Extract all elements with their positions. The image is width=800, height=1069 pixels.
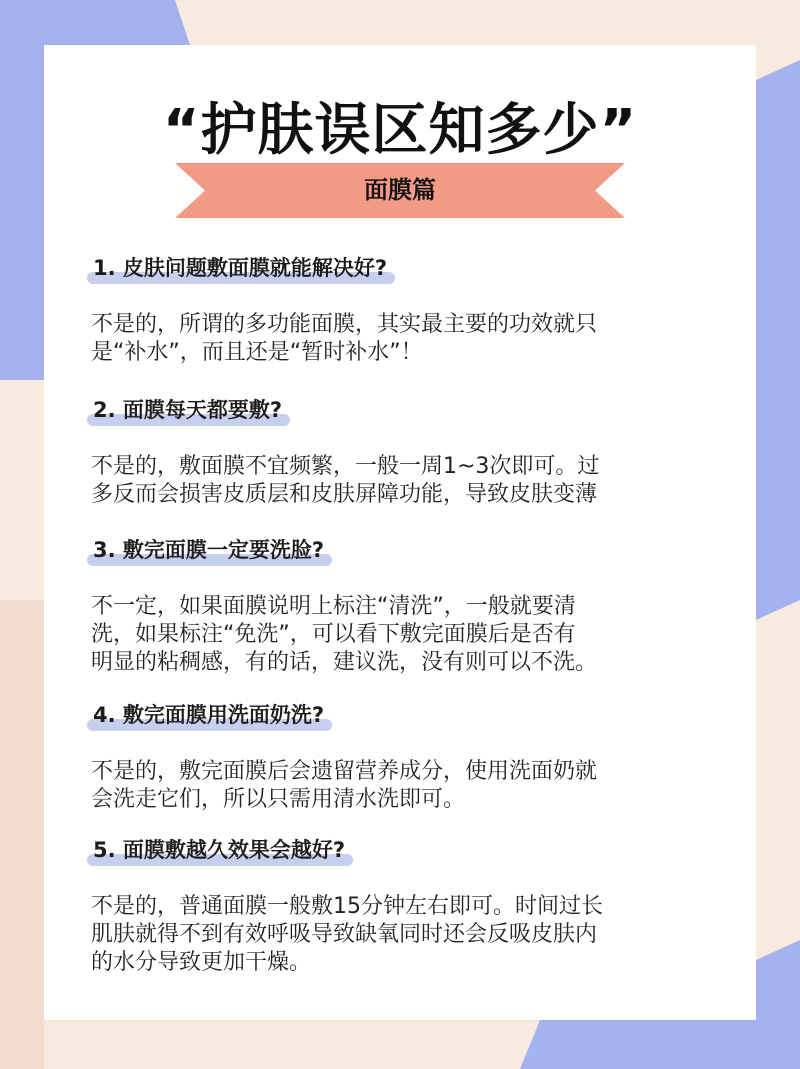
question-heading: 1. 皮肤问题敷面膜就能解决好?: [91, 253, 389, 283]
answer-text: 不是的，所谓的多功能面膜，其实最主要的功效就只 是“补水”，而且还是“暂时补水”！: [91, 312, 598, 365]
question-heading: 5. 面膜敷越久效果会越好?: [91, 835, 347, 865]
section-banner: [175, 163, 625, 218]
question-heading: 2. 面膜每天都要敷?: [91, 395, 284, 425]
banner-label: 面膜篇: [364, 176, 436, 204]
answer-text: 不是的，敷完面膜后会遗留营养成分，使用洗面奶就 会洗走它们，所以只需用清水洗即可。: [91, 759, 598, 812]
qa-item-3: [91, 535, 721, 677]
content-card: [44, 45, 756, 1020]
qa-item-2: [91, 395, 721, 509]
answer-text: 不是的，普通面膜一般敷15分钟左右即可。时间过长 肌肤就得不到有效呼吸导致缺氧同时还会反吸皮肤内 的水分导致更加干燥。: [91, 894, 603, 975]
question-heading: 4. 敷完面膜用洗面奶洗?: [91, 700, 326, 730]
answer-text: 不一定，如果面膜说明上标注“清洗”，一般就要清 洗，如果标注“免洗”，可以看下敷完面膜后是否有 明显的粘稠感，有的话，建议洗，没有则可以不洗。: [91, 594, 598, 675]
answer-text: 不是的，敷面膜不宜频繁，一般一周1~3次即可。过 多反而会损害皮质层和皮肤屏障功能，导致皮肤变薄: [91, 454, 600, 507]
page-title: “护肤误区知多少”: [162, 98, 638, 163]
qa-item-4: [91, 700, 721, 814]
qa-item-5: [91, 835, 721, 977]
question-heading: 3. 敷完面膜一定要洗脸?: [91, 535, 326, 565]
qa-item-1: [91, 253, 721, 367]
